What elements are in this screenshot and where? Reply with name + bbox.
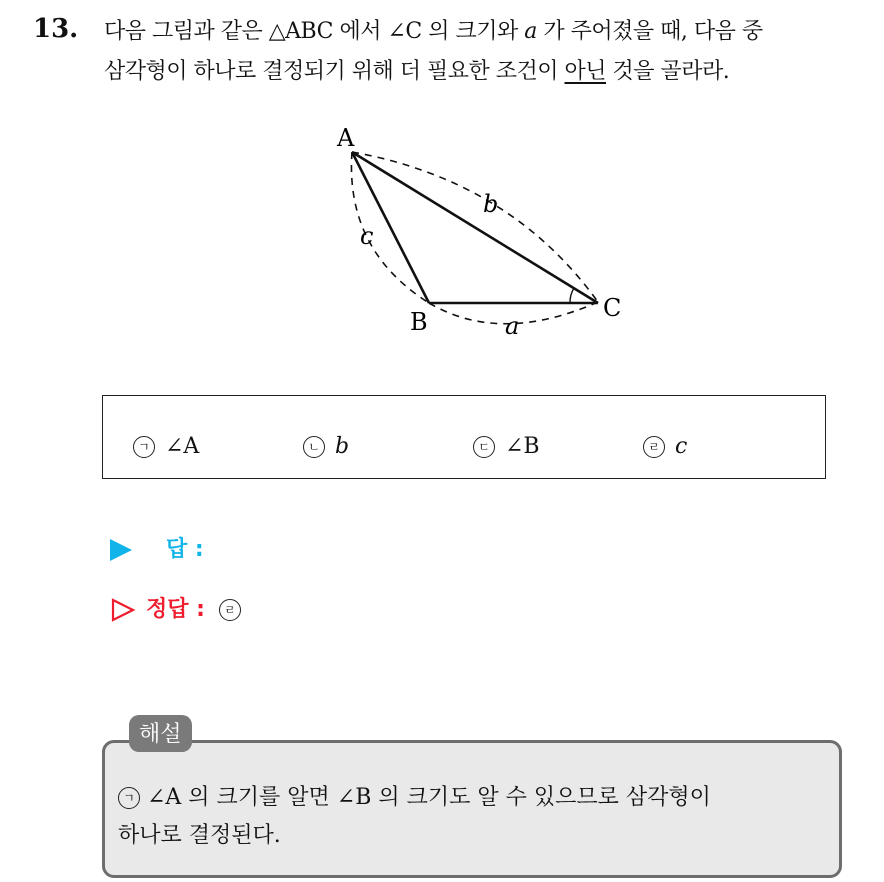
choice-4[interactable] xyxy=(643,434,687,459)
choice-marker: ㄱ xyxy=(133,436,155,458)
question-text: 가 주어졌을 때, 다음 중 xyxy=(536,19,763,44)
question-text: 의 크기와 xyxy=(421,19,525,44)
side-a: a xyxy=(524,19,537,44)
explanation-text: ∠A 의 크기를 알면 ∠B 의 크기도 알 수 있으므로 삼각형이 xyxy=(140,785,711,810)
choice-2[interactable] xyxy=(303,434,349,459)
answer-row xyxy=(110,532,204,563)
answer-label: 답 : xyxy=(166,537,204,562)
question-text: 다음 그림과 같은 xyxy=(104,19,269,44)
label-side-b: b xyxy=(483,190,499,218)
correct-answer-label: 정답 : xyxy=(146,597,205,622)
choice-1[interactable] xyxy=(133,434,199,459)
choice-text: ∠A xyxy=(165,434,200,459)
explanation-marker: ㄱ xyxy=(118,787,140,809)
choice-marker: ㄹ xyxy=(643,436,665,458)
label-vertex-b: B xyxy=(410,308,428,336)
play-triangle-icon xyxy=(110,539,132,561)
question-text: 삼각형이 하나로 결정되기 위해 더 필요한 조건이 xyxy=(104,59,565,84)
correct-answer-value: ㄹ xyxy=(219,599,241,621)
angle-c: ∠C xyxy=(387,19,422,44)
explanation-tag: 해설 xyxy=(129,715,192,752)
choice-3[interactable] xyxy=(473,434,540,459)
choice-marker: ㄷ xyxy=(473,436,495,458)
angle-c-mark xyxy=(570,288,574,303)
label-vertex-c: C xyxy=(603,294,622,322)
question-text: 것을 골라라. xyxy=(606,59,730,84)
choices-box xyxy=(102,395,826,479)
choice-text: ∠B xyxy=(505,434,540,459)
question-text: 에서 xyxy=(332,19,388,44)
explanation-line-2: 하나로 결정된다. xyxy=(118,823,281,848)
triangle-name: △ABC xyxy=(268,19,333,44)
choice-text: c xyxy=(675,434,688,459)
label-side-a: a xyxy=(505,312,520,340)
outline-triangle-icon xyxy=(110,597,136,623)
label-side-c: c xyxy=(360,222,374,250)
side-ac xyxy=(352,152,598,303)
correct-answer-row xyxy=(110,592,241,623)
choice-text: b xyxy=(335,434,350,459)
underlined-word: 아닌 xyxy=(564,59,607,84)
explanation-line-1 xyxy=(118,780,711,811)
choice-marker: ㄴ xyxy=(303,436,325,458)
label-vertex-a: A xyxy=(337,124,355,152)
question-number: 13. xyxy=(33,14,79,44)
